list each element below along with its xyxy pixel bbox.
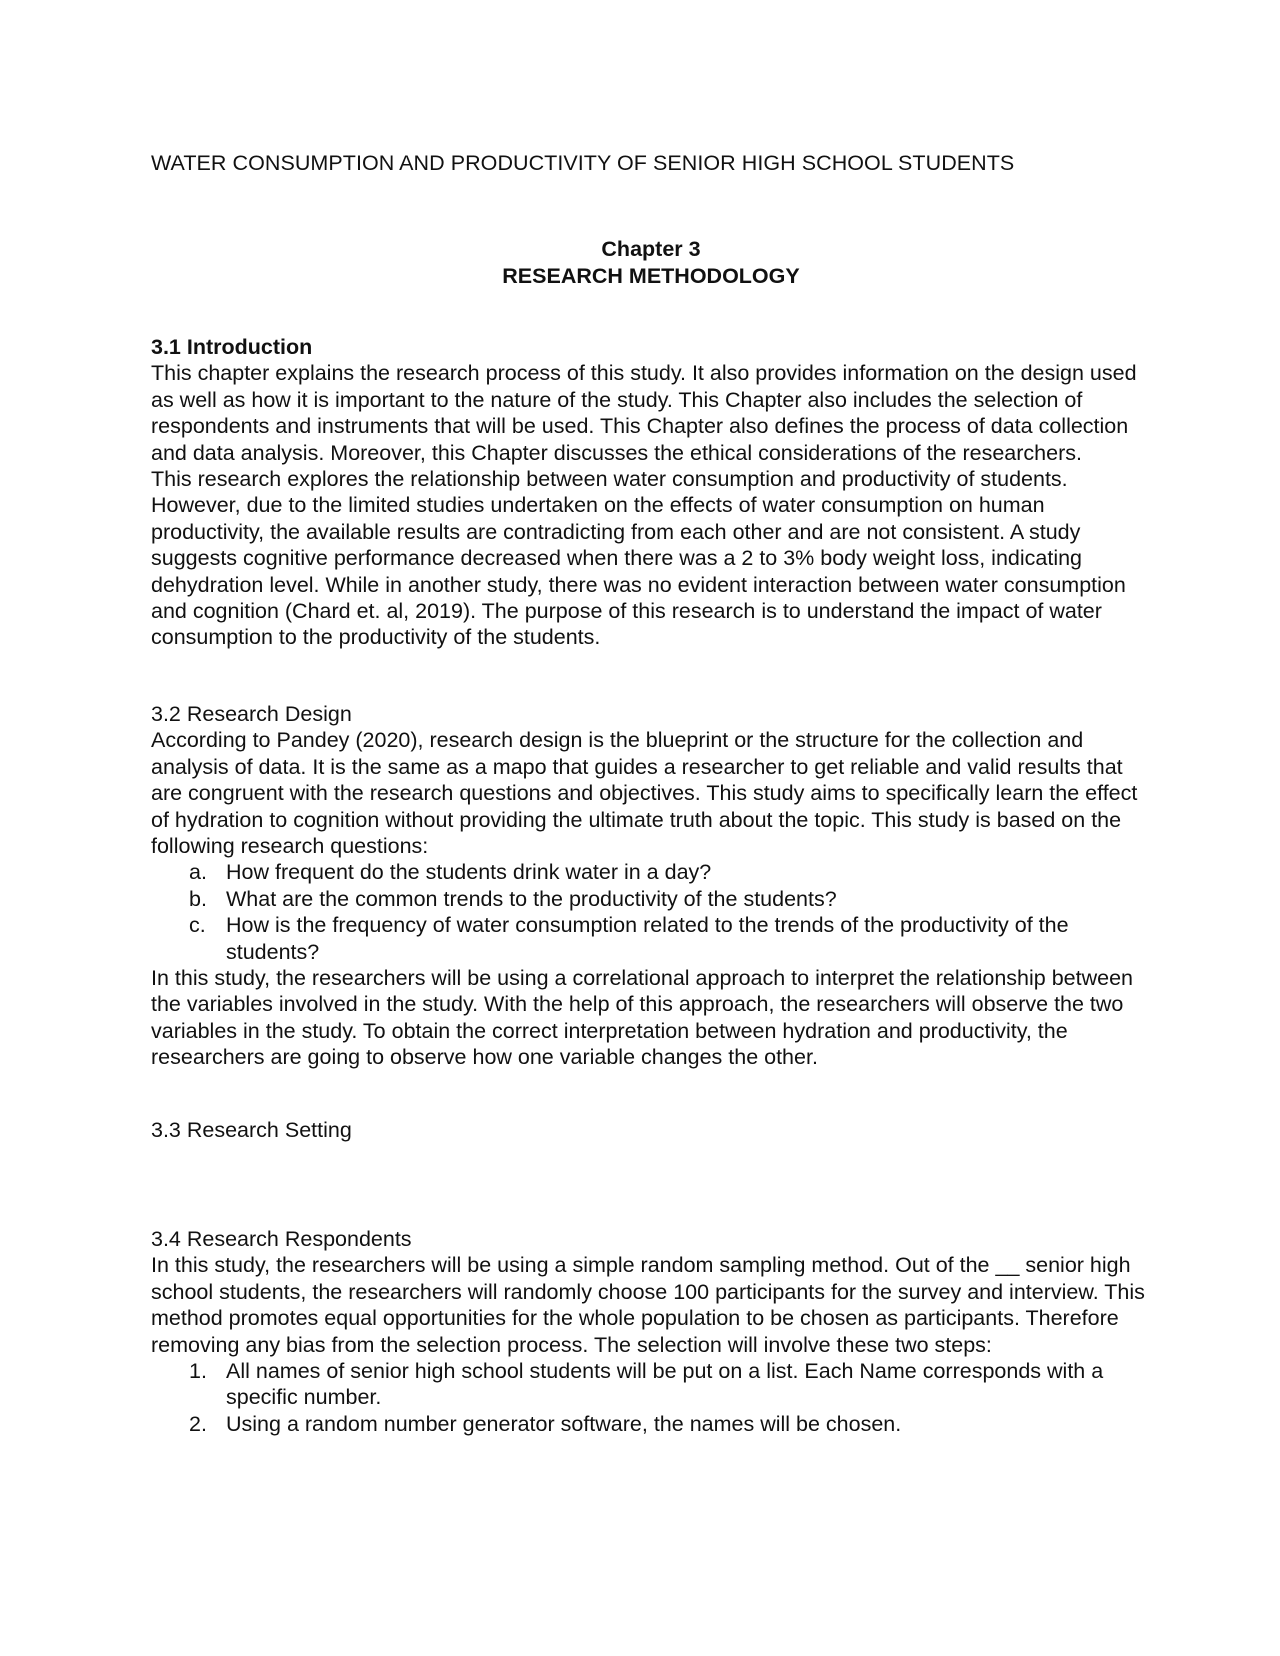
list-marker: c. <box>189 913 206 938</box>
section-research-design <box>151 701 1151 1071</box>
list-item <box>151 886 1151 912</box>
section-introduction <box>151 334 1151 651</box>
respondents-paragraph: In this study, the researchers will be using a simple random sampling method. Out of the __ senior high school students, the researchers will randomly choose 100 participants for the survey and interview. This method promotes equal opportunities for the whole population to be chosen as participants. Therefore removing any bias from the selection process. The selection will involve these two steps: <box>151 1253 1145 1357</box>
section-heading-research-design: 3.2 Research Design <box>151 701 352 726</box>
list-item <box>151 859 1151 885</box>
list-item-text: How is the frequency of water consumption related to the trends of the productivity of the students? <box>226 913 1069 964</box>
intro-paragraph-2: This research explores the relationship between water consumption and productivity of students. However, due to the limited studies undertaken on the effects of water consumption on human productivity, the available results are contradicting from each other and are not consistent. A study suggests cognitive performance decreased when there was a 2 to 3% body weight loss, indicating dehydration level. While in another study, there was no evident interaction between water consumption and cognition (Chard et. al, 2019). The purpose of this research is to understand the impact of water consumption to the productivity of the students. <box>151 467 1126 650</box>
design-paragraph-1: According to Pandey (2020), research design is the blueprint or the structure for the collection and analysis of data. It is the same as a mapo that guides a researcher to get reliable and valid results that are congruent with the research questions and objectives. This study aims to specifically learn the effect of hydration to cognition without providing the ultimate truth about the topic. This study is based on the following research questions: <box>151 728 1138 858</box>
list-marker: 2. <box>189 1411 207 1436</box>
document-page <box>151 150 1151 1437</box>
section-heading-research-setting: 3.3 Research Setting <box>151 1117 352 1142</box>
list-item <box>151 1411 1151 1437</box>
list-item-text: Using a random number generator software, the names will be chosen. <box>226 1411 902 1436</box>
selection-steps-list <box>151 1358 1151 1437</box>
research-questions-list <box>151 859 1151 965</box>
list-item-text: All names of senior high school students will be put on a list. Each Name corresponds with a specific number. <box>226 1359 1104 1410</box>
section-research-respondents <box>151 1226 1151 1437</box>
section-research-setting <box>151 1117 1151 1143</box>
chapter-label: Chapter 3 <box>601 237 701 261</box>
chapter-title: RESEARCH METHODOLOGY <box>502 263 800 288</box>
design-paragraph-2: In this study, the researchers will be using a correlational approach to interpret the relationship between the variables involved in the study. With the help of this approach, the researchers will observe the two variables in the study. To obtain the correct interpretation between hydration and productivity, the researchers are going to observe how one variable changes the other. <box>151 965 1133 1070</box>
list-item <box>151 1358 1151 1411</box>
list-item-text: How frequent do the students drink water in a day? <box>226 860 712 885</box>
list-marker: b. <box>189 886 207 911</box>
chapter-heading <box>151 236 1151 289</box>
section-heading-research-respondents: 3.4 Research Respondents <box>151 1226 412 1251</box>
list-marker: 1. <box>189 1359 207 1383</box>
list-item <box>151 912 1151 965</box>
section-heading-introduction: 3.1 Introduction <box>151 335 313 359</box>
running-title: WATER CONSUMPTION AND PRODUCTIVITY OF SENIOR HIGH SCHOOL STUDENTS <box>151 151 1015 175</box>
list-marker: a. <box>189 860 207 885</box>
list-item-text: What are the common trends to the productivity of the students? <box>226 886 837 911</box>
intro-paragraph-1: This chapter explains the research process of this study. It also provides information on the design used as well as how it is important to the nature of the study. This Chapter also includes the selection of respondents and instruments that will be used. This Chapter also defines the process of data collection and data analysis. Moreover, this Chapter discusses the ethical considerations of the researchers. <box>151 361 1137 465</box>
